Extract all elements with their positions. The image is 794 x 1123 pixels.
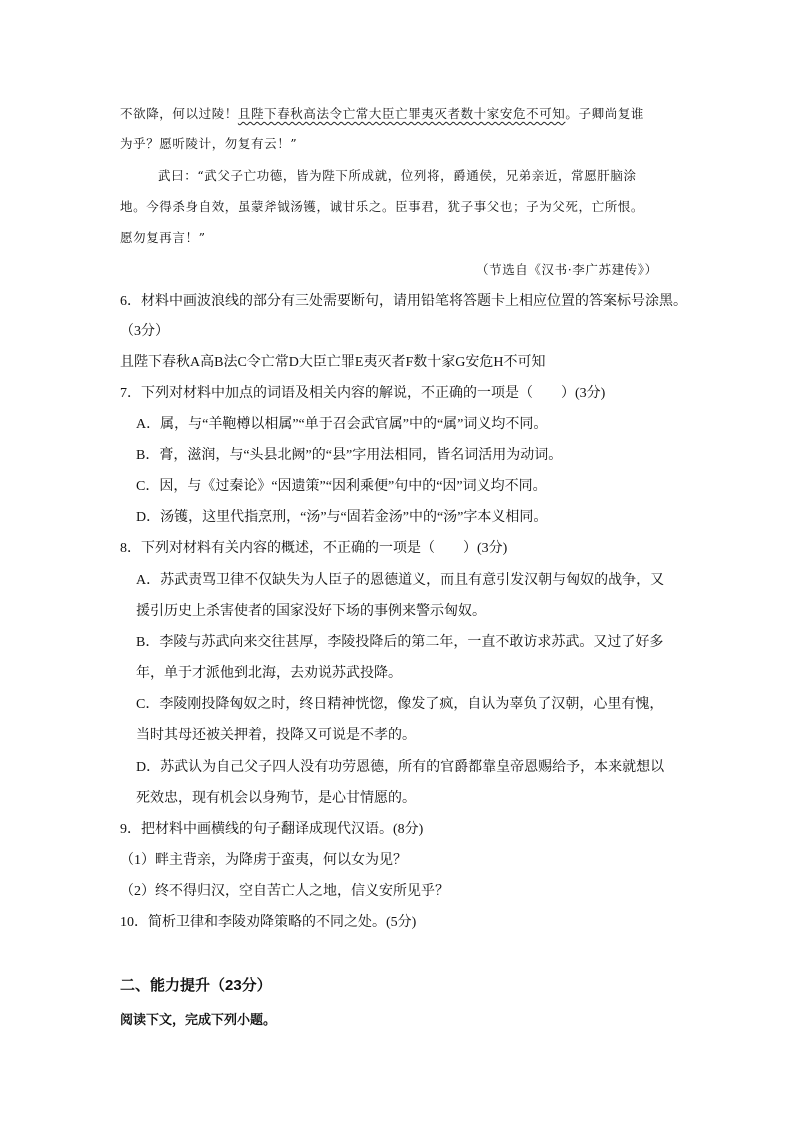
wavy-underlined-sentence: 且陛下春秋高法令亡常大臣亡罪夷灭者数十家安危不可知 (237, 106, 566, 121)
question-8-option-a-cont: 援引历史上杀害使者的国家没好下场的事例来警示匈奴。 (136, 604, 486, 619)
question-7-option-a: A．属，与“羊鞄樽以相属”“单于召会武官属”中的“属”词义均不同。 (136, 417, 548, 432)
passage-source: （节选自《汉书·李广苏建传》） (476, 262, 658, 277)
question-8-stem: 8．下列对材料有关内容的概述，不正确的一项是（ ）(3分) (120, 541, 508, 556)
passage-line: 地。今得杀身自效，虽蒙斧钺汤镬，诚甘乐之。臣事君，犹子事父也；子为父死，亡所恨。 (120, 199, 645, 214)
section-heading: 二、能力提升（23分） (120, 977, 272, 994)
question-9-sentence-2: （2）终不得归汉，空自苦亡人之地，信义安所见乎？ (120, 884, 449, 899)
question-7-stem: 7．下列对材料中加点的词语及相关内容的解说，不正确的一项是（ ）(3分) (120, 386, 606, 401)
passage-line: 愿勿复再言！” (120, 230, 206, 245)
question-8-option-c: C．李陵刚投降匈奴之时，终日精神恍惚，像发了疯，自认为辜负了汉朝，心里有愧， (136, 697, 664, 712)
question-7-option-d: D．汤镬，这里代指烹刑，“汤”与“固若金汤”中的“汤”字本义相同。 (136, 510, 548, 525)
passage-text: 。子卿尚复谁 (565, 106, 645, 121)
question-6-score: （3分） (120, 324, 169, 339)
question-7-option-b: B．膏，滋润，与“头县北阙”的“县”字用法相同，皆名词活用为动词。 (136, 448, 563, 463)
passage-text: 不欲降，何以过陵！ (120, 106, 238, 121)
question-6-text: 且陛下春秋A高B法C令亡常D大臣亡罪E夷灭者F数十家G安危H不可知 (120, 355, 546, 370)
question-10-stem: 10．简析卫律和李陵劝降策略的不同之处。(5分) (120, 915, 417, 930)
question-8-option-c-cont: 当时其母还被关押着，投降又可说是不孝的。 (136, 728, 416, 743)
passage-line (120, 104, 644, 124)
question-9-stem: 9．把材料中画横线的句子翻译成现代汉语。(8分) (120, 822, 424, 837)
question-8-option-b: B．李陵与苏武向来交往甚厚，李陵投降后的第二年，一直不敢访求苏武。又过了好多 (136, 635, 664, 650)
question-8-option-d: D．苏武认为自己父子四人没有功劳恩德，所有的官爵都靠皇帝恩赐给予，本来就想以 (136, 760, 665, 775)
question-7-option-c: C．因，与《过秦论》“因遗策”“因利乘便”句中的“因”词义均不同。 (136, 479, 547, 494)
question-6-stem: 6．材料中画波浪线的部分有三处需要断句，请用铅笔将答题卡上相应位置的答案标号涂黑。 (120, 294, 687, 309)
passage-line: 武曰：“武父子亡功德，皆为陛下所成就，位列将，爵通侯，兄弟亲近，常愿肝脑涂 (158, 168, 637, 183)
passage-line: 为乎？愿听陵计，勿复有云！” (120, 136, 298, 151)
section-instruction: 阅读下文，完成下列小题。 (120, 1012, 277, 1027)
question-8-option-a: A．苏武责骂卫律不仅缺失为人臣子的恩德道义，而且有意引发汉朝与匈奴的战争，又 (136, 573, 665, 588)
question-8-option-d-cont: 死效忠，现有机会以身殉节，是心甘情愿的。 (136, 791, 416, 806)
question-9-sentence-1: （1）畔主背亲，为降虏于蛮夷，何以女为见？ (120, 853, 407, 868)
question-8-option-b-cont: 年，单于才派他到北海，去劝说苏武投降。 (136, 666, 402, 681)
